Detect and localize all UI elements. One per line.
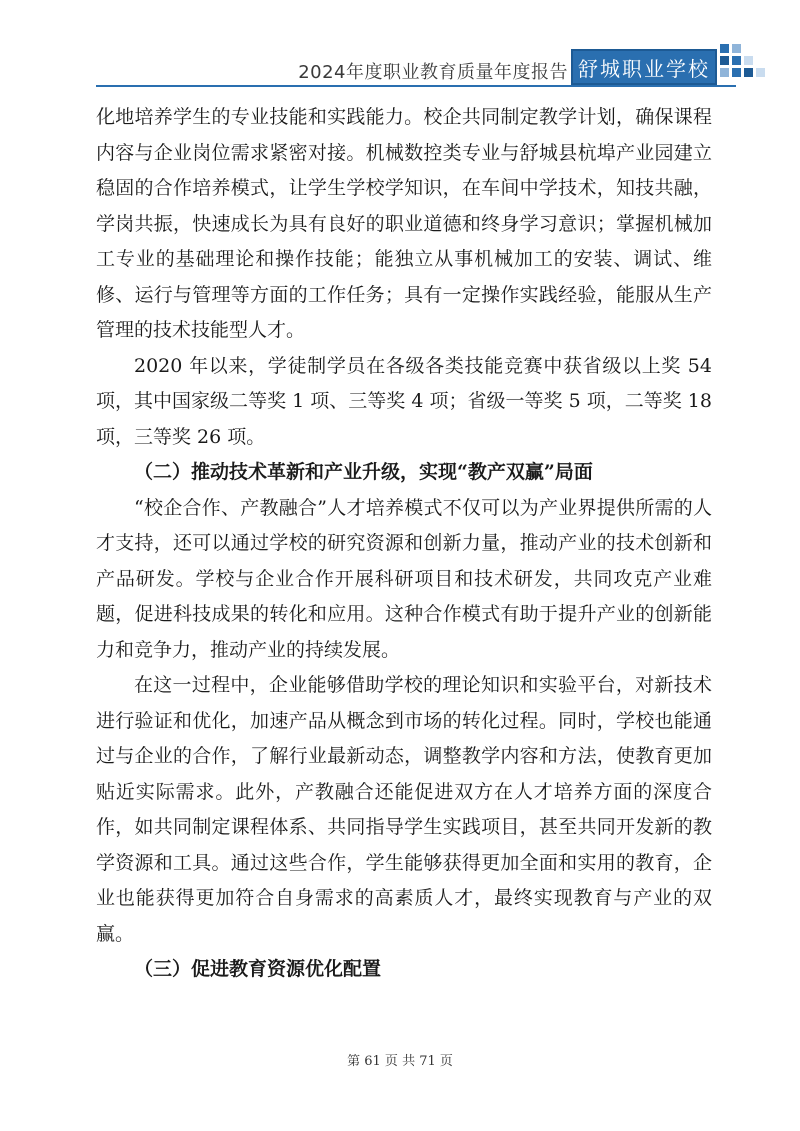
paragraph: 2020 年以来，学徒制学员在各级各类技能竞赛中获省级以上奖 54 项，其中国家级二等奖 1 项、三等奖 4 项；省级一等奖 5 项，二等奖 18 项，三等奖 26 项。 [96,354,712,448]
header-divider [96,85,736,87]
document-body [96,100,712,988]
paragraph: 化地培养学生的专业技能和实践能力。校企共同制定教学计划，确保课程内容与企业岗位需求紧密对接。机械数控类专业与舒城县杭埠产业园建立稳固的合作培养模式，让学生学校学知识，在车间中学技术，知技共融，学岗共振，快速成长为具有良好的职业道德和终身学习意识；掌握机械加工专业的基础理论和操作技能；能独立从事机械加工的安装、调试、维修、运行与管理等方面的工作任务；具有一定操作实践经验，能服从生产管理的技术技能型人才。 [96,106,712,341]
paragraph: 在这一过程中，企业能够借助学校的理论知识和实验平台，对新技术进行验证和优化，加速产品从概念到市场的转化过程。同时，学校也能通过与企业的合作，了解行业最新动态，调整教学内容和方法，使教育更加贴近实际需求。此外，产教融合还能促进双方在人才培养方面的深度合作，如共同制定课程体系、共同指导学生实践项目，甚至共同开发新的教学资源和工具。通过这些合作，学生能够获得更加全面和实用的教育，企业也能获得更加符合自身需求的高素质人才，最终实现教育与产业的双赢。 [96,674,712,945]
report-title: 2024年度职业教育质量年度报告 [298,62,568,83]
section-heading: （二）推动技术革新和产业升级，实现“教产双赢”局面 [134,461,593,483]
corner-squares-icon [718,0,798,90]
school-name-badge [571,49,717,85]
section-heading: （三）促进教育资源优化配置 [134,958,382,980]
page-header [0,0,800,90]
page-number: 第 61 页 共 71 页 [347,1054,453,1069]
paragraph: “校企合作、产教融合”人才培养模式不仅可以为产业界提供所需的人才支持，还可以通过学校的研究资源和创新力量，推动产业的技术创新和产品研发。学校与企业合作开展科研项目和技术研发，共同攻克产业难题，促进科技成果的转化和应用。这种合作模式有助于提升产业的创新能力和竞争力，推动产业的持续发展。 [96,496,712,661]
school-name: 舒城职业学校 [578,56,710,81]
